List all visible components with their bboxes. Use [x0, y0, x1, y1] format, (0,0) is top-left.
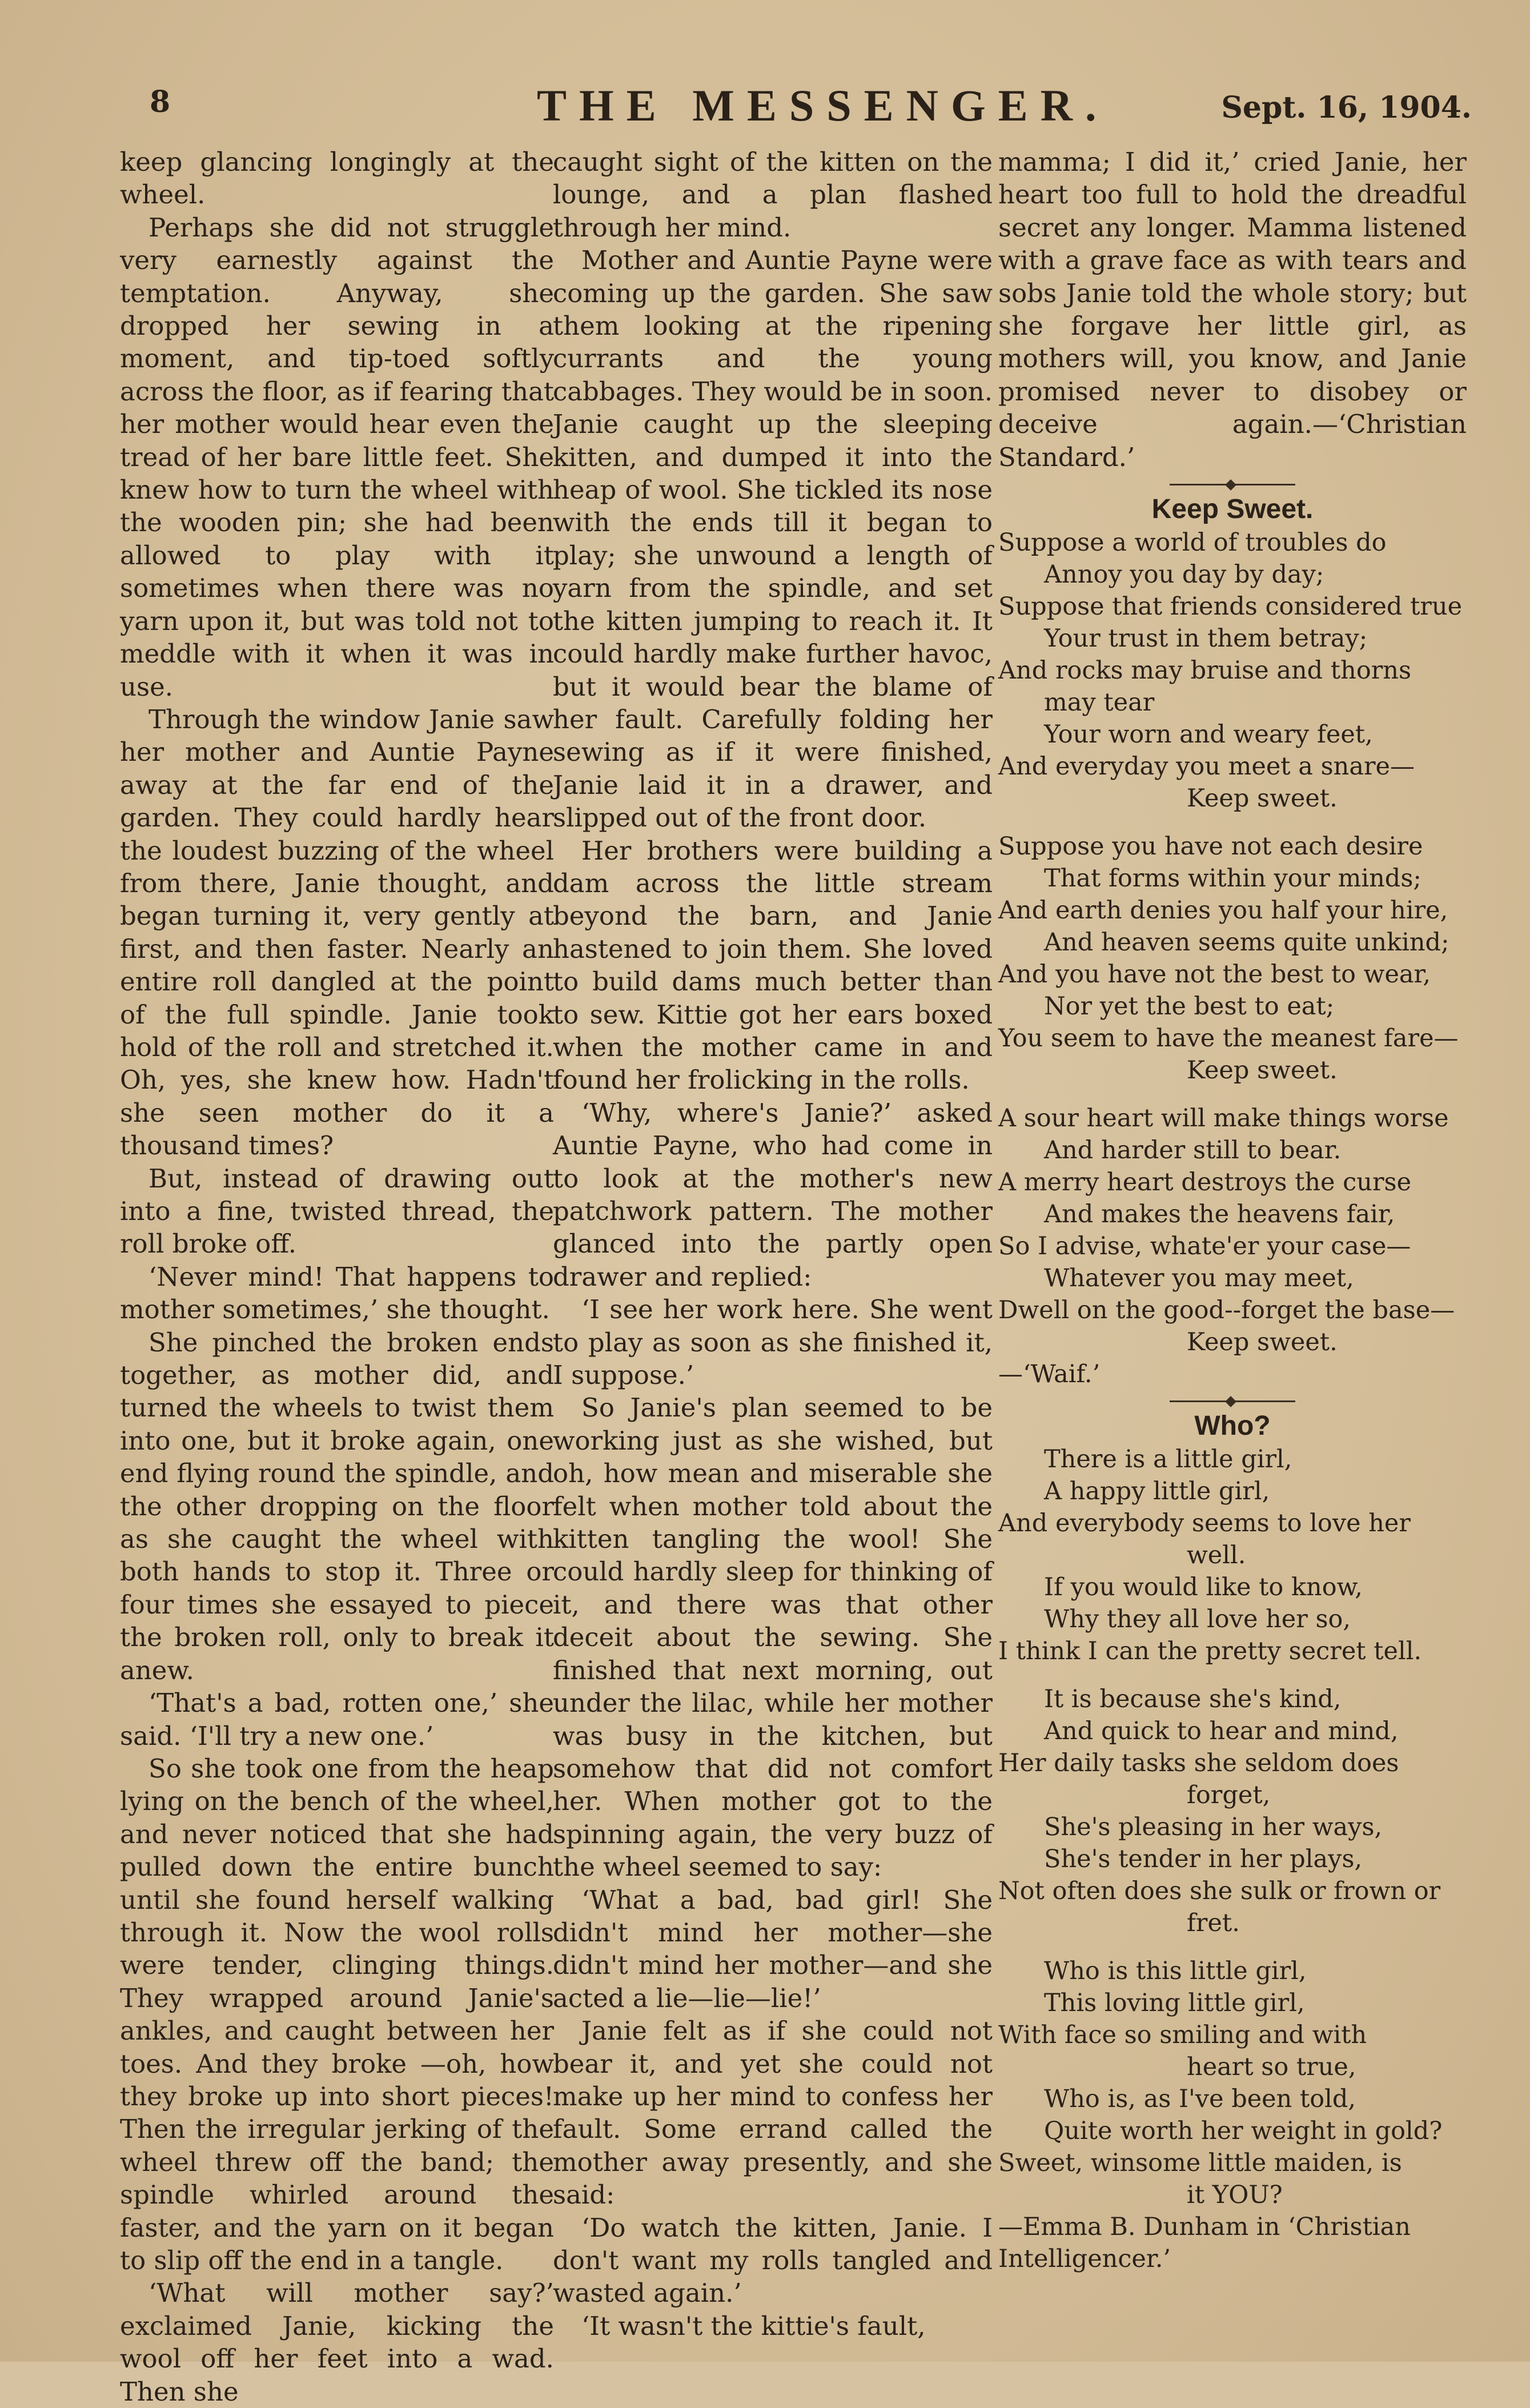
- poem-line: Dwell on the good--forget the base—: [998, 1296, 1455, 1325]
- poem-credit: —‘Waif.’: [998, 1360, 1101, 1389]
- paragraph: ‘I see her work here. She went to play as soon as she finished it, I suppose.’: [553, 1294, 993, 1391]
- poem-who: [998, 1443, 1467, 2211]
- paragraph: So she took one from the heap lying on the bench of the wheel, and never noticed that she had pulled down the entire bunch until she found herself walking through it. Now the wool rolls were tender, clinging things. They wrapped around Janie's ankles, and caught between her toes. And they broke —oh, how they broke up into short pieces! Then the irregular jerking of the wheel threw off the band; the spindle whirled around the faster, and the yarn on it began to slip off the end in a tangle.: [120, 1753, 554, 2275]
- poem-line: Quite worth her weight in gold?: [1044, 2117, 1443, 2146]
- paragraph: Perhaps she did not struggle very earnestly against the temptation. Anyway, she dropped her sewing in a moment, and tip-toed softly across the floor, as if fearing that her mother would hear even the tread of her bare little feet. She knew how to turn the wheel with the wooden pin; she had been allowed to play with it sometimes when there was no yarn upon it, but was told not to meddle with it when it was in use.: [120, 212, 554, 702]
- paragraph: ‘It wasn't the kittie's fault,: [581, 2310, 926, 2341]
- poem-line: may tear: [1044, 688, 1155, 717]
- poem-line: There is a little girl,: [1044, 1445, 1292, 1474]
- paragraph: ‘What a bad, bad girl! She didn't mind her mother—she didn't mind her mother—and she acted a lie—lie—lie!’: [553, 1884, 993, 2013]
- poem-line: Suppose a world of troubles do: [998, 528, 1387, 557]
- poem-line: [998, 822, 1467, 830]
- poem-line: Keep sweet.: [1187, 1328, 1338, 1357]
- poem-line: [998, 1675, 1467, 1683]
- poem-line: [998, 1947, 1467, 1955]
- poem-line: Keep sweet.: [1187, 1056, 1338, 1085]
- poem-line: Whatever you may meet,: [1044, 1264, 1354, 1293]
- poem-line: It is because she's kind,: [1044, 1685, 1342, 1714]
- poem-line: Her daily tasks she seldom does: [998, 1749, 1399, 1778]
- paragraph: She pinched the broken ends together, as mother did, and turned the wheels to twist them into one, but it broke again, one end flying round the spindle, and the other dropping on the floor as she caught the wheel with both hands to stop it. Three or four times she essayed to piece the broken roll, only to break it anew.: [120, 1327, 554, 1685]
- paragraph: Janie felt as if she could not bear it, and yet she could not make up her mind to confess her fault. Some errand called the mother away presently, and she said:: [553, 2016, 993, 2210]
- poem-line: This loving little girl,: [1044, 1989, 1305, 2018]
- poem-line: Why they all love her so,: [1044, 1605, 1351, 1634]
- paragraph: ‘That's a bad, rotten one,’ she said. ‘I'll try a new one.’: [120, 1688, 554, 1751]
- poem-line: She's tender in her plays,: [1044, 1845, 1363, 1874]
- poem-line: Not often does she sulk or frown or: [998, 1877, 1441, 1906]
- poem-line: That forms within your minds;: [1044, 864, 1421, 893]
- poem-line: And harder still to bear.: [1044, 1136, 1342, 1165]
- issue-date: Sept. 16, 1904.: [1221, 90, 1472, 125]
- paragraph: Through the window Janie saw her mother and Auntie Payne away at the far end of the garden. They could hardly hear the loudest buzzing of the wheel from there, Janie thought, and began turning it, very gently at first, and then faster. Nearly an entire roll dangled at the point of the full spindle. Janie took hold of the roll and stretched it. Oh, yes, she knew how. Hadn't she seen mother do it a thousand times?: [120, 704, 554, 1161]
- paper-title: THE MESSENGER.: [537, 81, 1109, 130]
- poem-line: And makes the heavens fair,: [1044, 1200, 1395, 1229]
- section-divider: [1170, 484, 1295, 485]
- column-3: [998, 146, 1467, 2275]
- poem-line: She's pleasing in her ways,: [1044, 1813, 1383, 1842]
- paragraph: caught sight of the kitten on the lounge, and a plan flashed through her mind.: [553, 147, 993, 243]
- poem-line: Your worn and weary feet,: [1044, 720, 1373, 749]
- paragraph: Her brothers were building a dam across the little stream beyond the barn, and Janie hastened to join them. She loved to build dams much better than to sew. Kittie got her ears boxed when the mother came in and found her frolicking in the rolls.: [553, 835, 993, 1095]
- poem-line: well.: [1187, 1541, 1246, 1570]
- poem-line: And rocks may bruise and thorns: [998, 656, 1412, 685]
- poem-title-who: Who?: [1194, 1411, 1271, 1442]
- poem-line: Annoy you day by day;: [1044, 560, 1324, 589]
- paragraph: ‘Never mind! That happens to mother sometimes,’ she thought.: [120, 1261, 554, 1325]
- paragraph: Mother and Auntie Payne were coming up the garden. She saw them looking at the ripening currants and the young cabbages. They would be in soon. Janie caught up the sleeping kitten, and dumped it into the heap of wool. She tickled its nose with the ends till it began to play; she unwound a length of yarn from the spindle, and set the kitten jumping to reach it. It could hardly make further havoc, but it would bear the blame of her fault. Carefully folding her sewing as if it were finished, Janie laid it in a drawer, and slipped out of the front door.: [553, 245, 993, 833]
- poem-line: And everybody seems to love her: [998, 1509, 1411, 1538]
- page-number: 8: [150, 85, 171, 119]
- masthead: [0, 80, 1530, 143]
- paragraph: ‘What will mother say?’ exclaimed Janie, kicking the wool off her feet into a wad. Then she: [120, 2278, 554, 2407]
- story-ending: mamma; I did it,’ cried Janie, her heart too full to hold the dreadful secret any longer. Mamma listened with a grave face as with tears and sobs Janie told the whole story; but she forgave her little girl, as mothers will, you know, and Janie promised never to disobey or deceive again.—‘Christian Standard.’: [998, 147, 1467, 472]
- poem-line: heart so true,: [1187, 2053, 1356, 2082]
- poem-line: And heaven seems quite unkind;: [1044, 928, 1449, 957]
- poem-line: Suppose that friends considered true: [998, 592, 1463, 621]
- poem-line: it YOU?: [1187, 2181, 1283, 2210]
- poem-line: With face so smiling and with: [998, 2021, 1367, 2050]
- paragraph: But, instead of drawing out into a fine, twisted thread, the roll broke off.: [120, 1163, 554, 1259]
- poem-line: And you have not the best to wear,: [998, 960, 1431, 989]
- poem-line: forget,: [1187, 1781, 1271, 1810]
- paragraph: ‘Why, where's Janie?’ asked Auntie Payne, who had come in to look at the mother's new patchwork pattern. The mother glanced into the partly open drawer and replied:: [553, 1097, 993, 1292]
- poem-line: I think I can the pretty secret tell.: [998, 1637, 1422, 1666]
- poem-line: And earth denies you half your hire,: [998, 896, 1448, 925]
- poem-keep-sweet: [998, 527, 1467, 1358]
- column-1: [120, 146, 554, 2408]
- paragraph: keep glancing longingly at the wheel.: [120, 147, 554, 210]
- poem-line: Suppose you have not each desire: [998, 832, 1423, 861]
- poem-line: You seem to have the meanest fare—: [998, 1024, 1459, 1053]
- poem-line: So I advise, whate'er your case—: [998, 1232, 1411, 1261]
- poem-line: Your trust in them betray;: [1044, 624, 1368, 653]
- poem-line: Keep sweet.: [1187, 784, 1338, 813]
- poem-line: Sweet, winsome little maiden, is: [998, 2149, 1402, 2178]
- poem-line: And quick to hear and mind,: [1044, 1717, 1399, 1746]
- poem-line: fret.: [1187, 1909, 1240, 1938]
- poem-line: Who is this little girl,: [1044, 1957, 1307, 1986]
- paragraph: So Janie's plan seemed to be working just as she wished, but oh, how mean and miserable she felt when mother told about the kitten tangling the wool! She could hardly sleep for thinking of it, and there was that other deceit about the sewing. She finished that next morning, out under the lilac, while her mother was busy in the kitchen, but somehow that did not comfort her. When mother got to the spinning again, the very buzz of the wheel seemed to say:: [553, 1392, 993, 1883]
- poem-line: A sour heart will make things worse: [998, 1104, 1449, 1133]
- poem-line: A merry heart destroys the curse: [998, 1168, 1412, 1197]
- column-2: [553, 146, 993, 2342]
- poem-line: And everyday you meet a snare—: [998, 752, 1415, 781]
- paragraph: ‘Do watch the kitten, Janie. I don't want my rolls tangled and wasted again.’: [553, 2212, 993, 2309]
- poem-line: If you would like to know,: [1044, 1573, 1363, 1602]
- poem-line: Nor yet the best to eat;: [1044, 992, 1335, 1021]
- poem-line: Who is, as I've been told,: [1044, 2085, 1356, 2114]
- section-divider: [1170, 1400, 1295, 1402]
- poem-title-keep-sweet: Keep Sweet.: [1151, 494, 1314, 525]
- poem-credit: —Emma B. Dunham in ‘Christian Intelligencer.’: [998, 2213, 1411, 2274]
- poem-line: A happy little girl,: [1044, 1477, 1270, 1506]
- poem-line: [998, 1094, 1467, 1102]
